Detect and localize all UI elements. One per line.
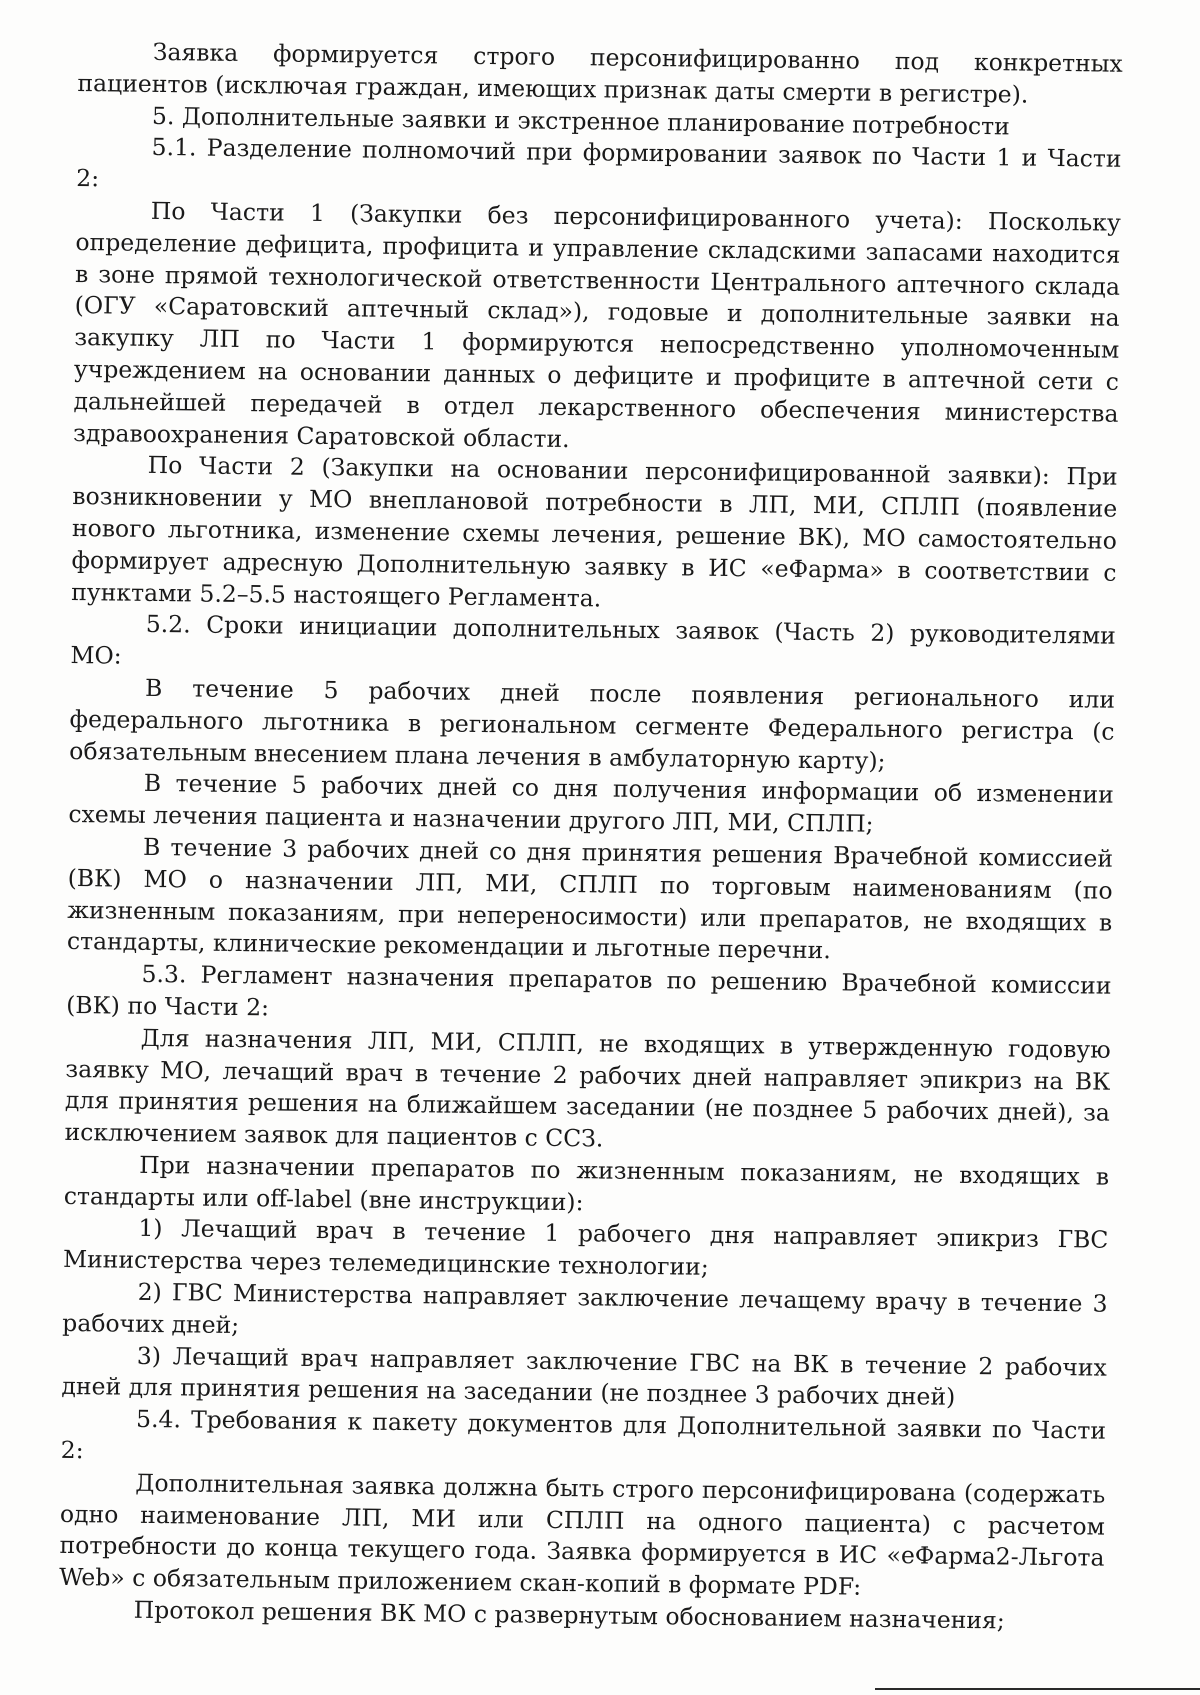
paragraph-vk-prescription: Для назначения ЛП, МИ, СПЛП, не входящих в утвержденную годовую заявку МО, лечащий врач в течение 2 рабочих дней направляет эпикриз на ВК для принятия решения на ближайшем заседании (не позднее 5 рабочих дней), за исключением заявок для пациентов с ССЗ. (64, 1023, 1111, 1153)
paragraph-part-2: По Части 2 (Закупки на основании персонифицированной заявки): При возникновении у МО внеплановой потребности в ЛП, МИ, СПЛП (появление нового льготника, изменение схемы лечения, решение ВК), МО самостоятельно формирует адресную Дополнительную заявку в ИС «еФарма» в соответствии с пунктами 5.2–5.5 настоящего Регламента. (71, 451, 1118, 612)
section-5-4-heading: 5.4. Требования к пакету документов для Дополнительной заявки по Части 2: (60, 1405, 1107, 1465)
scan-edge-line (875, 1688, 1200, 1690)
section-5-heading: 5. Дополнительные заявки и экстренное планирование потребности (151, 101, 1010, 140)
paragraph-term-vk-decision: В течение 3 рабочих дней со дня принятия решения Врачебной комиссией (ВК) МО о назначении ЛП, МИ, СПЛП по торговым наименованиям (по жизненным показаниям, при непереносимости) или препаратов, не входящих в стандарты, клинические рекомендации и льготные перечни. (66, 832, 1114, 965)
list-item-3: 3) Лечащий врач направляет заключение ГВС на ВК в течение 2 рабочих дней для принятия решения на заседании (не позднее 3 рабочих дней) (61, 1341, 1107, 1412)
list-item-2: 2) ГВС Министерства направляет заключение лечащему врачу в течение 3 рабочих дней; (62, 1277, 1108, 1339)
paragraph-part-1: По Части 1 (Закупки без персонифицированного учета): Поскольку определение дефицита, профицита и управление складскими запасами находится в зоне прямой технологической ответственности Центрального аптечного склада (ОГУ «Саратовский аптечный склад»), годовые и дополнительные заявки на закупку ЛП по Части 1 формируются непосредственно уполномоченным учреждением на основании данных о дефиците и профиците в аптечной сети с дальнейшей передачей в отдел лекарственного обеспечения министерства здравоохранения Саратовской области. (72, 196, 1121, 453)
list-item-1: 1) Лечащий врач в течение 1 рабочего дня направляет эпикриз ГВС Министерства через телемедицинские технологии; (62, 1214, 1109, 1282)
paragraph-vk-protocol: Протокол решения ВК МО с развернутым обоснованием назначения; (133, 1595, 1005, 1635)
paragraph-term-scheme-change: В течение 5 рабочих дней со дня получения информации об изменении схемы лечения пациента и назначении другого ЛП, МИ, СПЛП; (68, 769, 1114, 838)
document-body (59, 36, 1123, 1638)
paragraph-request-personalized: Заявка формируется строго персонифицированно под конкретных пациентов (исключая граждан, имеющих признак даты смерти в регистре). (77, 37, 1123, 109)
section-5-1-heading: 5.1. Разделение полномочий при формировании заявок по Части 1 и Части 2: (76, 133, 1122, 193)
paragraph-off-label: При назначении препаратов по жизненным показаниям, не входящих в стандарты или off-label (вне инструкции): (63, 1150, 1110, 1216)
section-5-2-heading: 5.2. Сроки инициации дополнительных заявок (Часть 2) руководителями МО: (70, 610, 1116, 670)
paragraph-term-new-beneficiary: В течение 5 рабочих дней после появления регионального или федерального льготника в региональном сегменте Федерального регистра (с обязательным внесением плана лечения в амбулаторную карту); (69, 673, 1116, 775)
paragraph-additional-request: Дополнительная заявка должна быть строго персонифицирована (содержать одно наименование ЛП, МИ или СПЛП на одного пациента) с расчетом потребности до конца текущего года. Заявка формируется в ИС «еФарма2-Льгота Web» с обязательным приложением скан-копий в формате PDF: (58, 1468, 1106, 1601)
section-5-3-heading: 5.3. Регламент назначения препаратов по решению Врачебной комиссии (ВК) по Части 2: (65, 959, 1112, 1022)
